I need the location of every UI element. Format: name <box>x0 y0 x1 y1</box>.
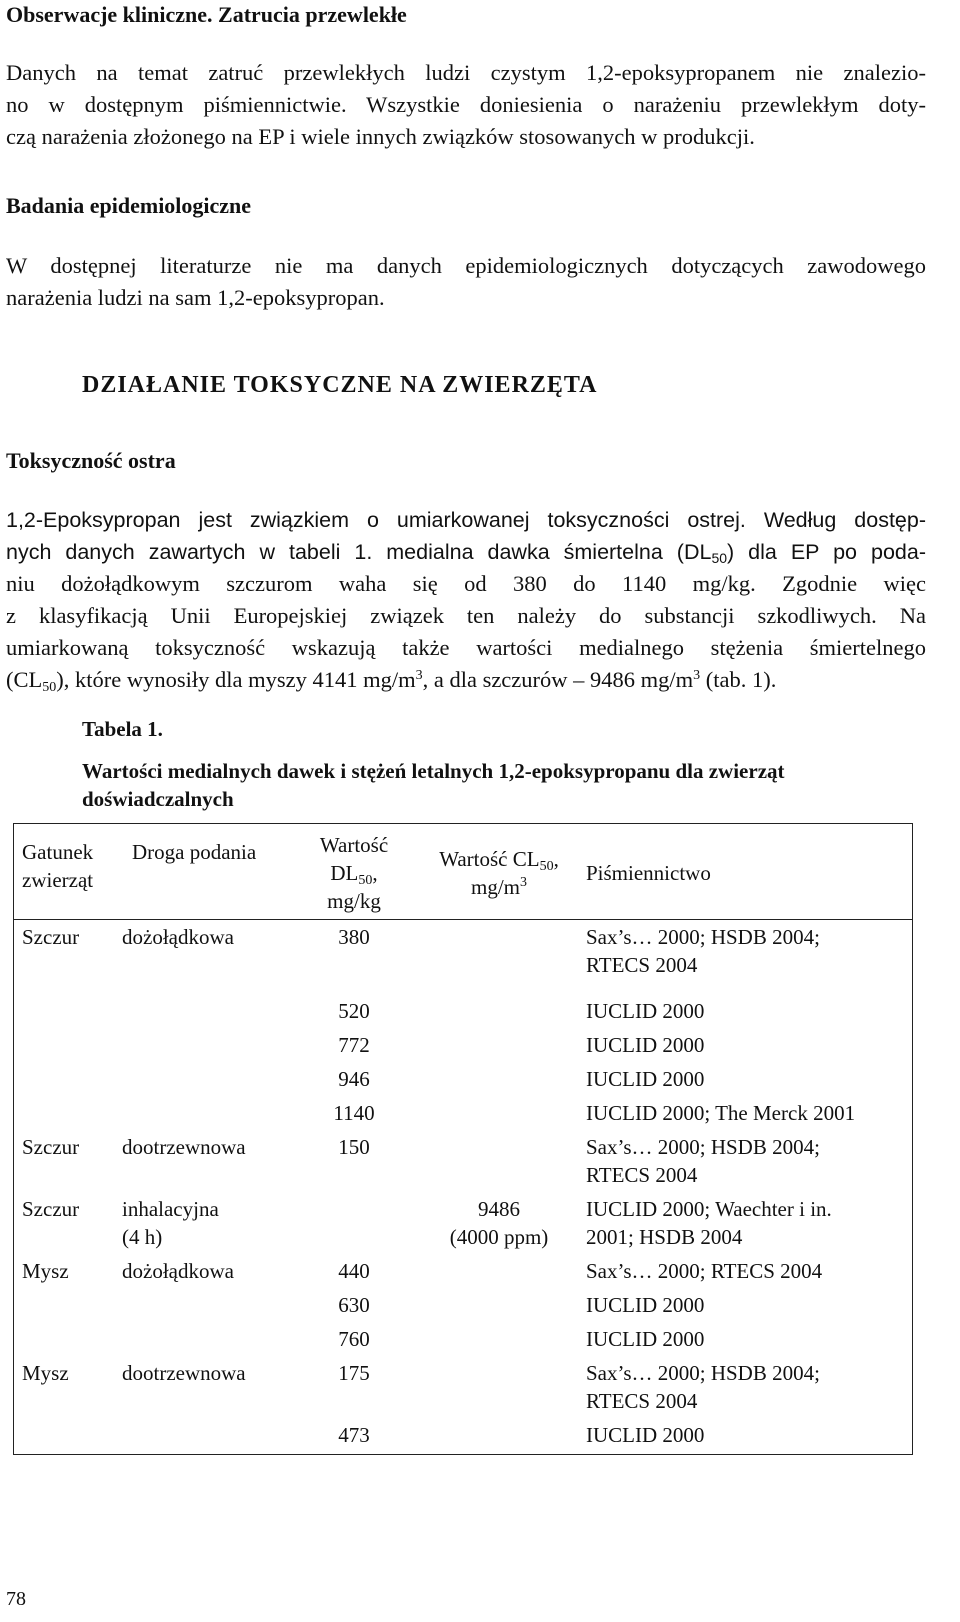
cell-route <box>122 1133 246 1161</box>
cell-cl50 <box>419 1195 579 1251</box>
cell-dl50: 380 <box>338 925 370 949</box>
cell-references <box>586 1133 820 1189</box>
header-line: mg/kg <box>327 889 381 913</box>
paragraph-line: no w dostępnym piśmiennictwie. Wszystkie doniesienia o narażeniu przewlekłym doty- <box>6 92 926 117</box>
table-header-rule <box>14 919 912 920</box>
paragraph-line: 1,2-Epoksypropan jest związkiem o umiarkowanej toksyczności ostrej. Według dostęp- <box>6 508 926 532</box>
paragraph-line: W dostępnej literaturze nie ma danych epidemiologicznych dotyczących zawodowego <box>6 253 926 278</box>
cell-line: IUCLID 2000 <box>586 1033 705 1057</box>
cell-dl50: 760 <box>338 1327 370 1351</box>
cell-line: IUCLID 2000; Waechter i in. <box>586 1197 832 1221</box>
header-dl50 <box>304 831 404 915</box>
cell-references <box>586 1099 855 1127</box>
cell-line: (4000 ppm) <box>449 1225 549 1249</box>
cell-species: Szczur <box>22 1135 80 1159</box>
paragraph-line: narażenia ludzi na sam 1,2-epoksypropan. <box>6 285 385 310</box>
text-run: DL <box>330 861 359 885</box>
cell-line: Sax’s… 2000; HSDB 2004; <box>586 925 820 949</box>
cell-route <box>122 1257 234 1285</box>
text-run: Wartość CL <box>439 847 540 871</box>
cell-line: IUCLID 2000 <box>586 1067 705 1091</box>
cell-line: IUCLID 2000 <box>586 1293 705 1317</box>
text-run: nych danych zawartych w tabeli 1. medialna dawka śmiertelna (DL <box>6 540 712 564</box>
cell-line: 2001; HSDB 2004 <box>586 1225 743 1249</box>
cell-line: Sax’s… 2000; HSDB 2004; <box>586 1361 820 1385</box>
cell-route <box>122 923 234 951</box>
header-line <box>419 845 579 873</box>
cell-references <box>586 1421 704 1449</box>
page-number: 78 <box>6 1588 26 1610</box>
cell-references <box>586 1031 704 1059</box>
paragraph-line: umiarkowaną toksyczność wskazują także wartości medialnego stężenia śmiertelnego <box>6 635 926 660</box>
cell-line: RTECS 2004 <box>586 953 698 977</box>
heading-acute-toxicity: Toksyczność ostra <box>6 448 176 473</box>
cell-dl50: 175 <box>338 1361 370 1385</box>
paragraph-line: czą narażenia złożonego na EP i wiele innych związków stosowanych w produkcji. <box>6 124 755 149</box>
cell-references <box>586 1257 822 1285</box>
text-run: (tab. 1). <box>700 667 777 692</box>
paragraph-line: Danych na temat zatruć przewlekłych ludzi czystym 1,2-epoksypropanem nie znalezio- <box>6 60 926 85</box>
header-line <box>419 873 579 901</box>
cell-line: Sax’s… 2000; HSDB 2004; <box>586 1135 820 1159</box>
cell-line: (4 h) <box>122 1225 163 1249</box>
cell-species: Mysz <box>22 1259 69 1283</box>
cell-line: IUCLID 2000 <box>586 1423 705 1447</box>
cell-references <box>586 997 704 1025</box>
cell-references <box>586 1291 704 1319</box>
text-run: (CL <box>6 667 43 692</box>
text-run: ) dla EP po poda- <box>727 540 926 564</box>
header-line <box>304 859 404 887</box>
subscript: 50 <box>539 859 554 874</box>
cell-line: Sax’s… 2000; RTECS 2004 <box>586 1259 823 1283</box>
header-line: zwierząt <box>22 868 94 892</box>
text-run: , a dla szczurów – 9486 mg/m <box>422 667 694 692</box>
cell-line: IUCLID 2000 <box>586 1327 705 1351</box>
cell-references <box>586 1195 832 1251</box>
subscript: 50 <box>358 873 373 888</box>
paragraph-clinical <box>6 57 926 153</box>
heading-toxic-effects-animals: DZIAŁANIE TOKSYCZNE NA ZWIERZĘTA <box>82 372 598 398</box>
cell-dl50: 440 <box>338 1259 370 1283</box>
table-label: Tabela 1. <box>82 717 163 741</box>
header-references: Piśmiennictwo <box>586 861 711 885</box>
subscript: 50 <box>42 680 57 695</box>
cell-line: dootrzewnowa <box>122 1361 246 1385</box>
cell-dl50: 1140 <box>333 1101 375 1125</box>
cell-dl50: 772 <box>338 1033 370 1057</box>
cell-references <box>586 1065 704 1093</box>
cell-dl50: 630 <box>338 1293 370 1317</box>
cell-dl50: 946 <box>338 1067 370 1091</box>
paragraph-line: niu dożołądkowym szczurom waha się od 380 do 1140 mg/kg. Zgodnie więc <box>6 571 926 596</box>
cell-line: dożołądkowa <box>122 1259 234 1283</box>
cell-line: inhalacyjna <box>122 1197 219 1221</box>
cell-species: Szczur <box>22 1197 80 1221</box>
cell-species: Mysz <box>22 1361 69 1385</box>
paragraph-line <box>6 664 926 696</box>
paragraph-epidemiology <box>6 250 926 314</box>
header-line: Wartość <box>319 833 389 857</box>
superscript: 3 <box>693 668 701 683</box>
cell-route <box>122 1359 246 1387</box>
cell-line: 9486 <box>478 1197 520 1221</box>
paragraph-line: z klasyfikacją Unii Europejskiej związek ten należy do substancji szkodliwych. Na <box>6 603 926 628</box>
header-line: Gatunek <box>22 840 94 864</box>
cell-references <box>586 923 820 979</box>
cell-line: IUCLID 2000; The Merck 2001 <box>586 1101 856 1125</box>
text-run: mg/m <box>470 875 520 899</box>
paragraph-acute-toxicity <box>6 504 926 696</box>
heading-clinical-observations: Obserwacje kliniczne. Zatrucia przewlekłe <box>6 2 407 27</box>
text-run: , <box>553 847 559 871</box>
cell-references <box>586 1359 820 1415</box>
paragraph-line <box>6 536 926 568</box>
text-run: , <box>372 861 378 885</box>
header-species <box>22 838 93 894</box>
subscript: 50 <box>711 550 728 566</box>
cell-line: RTECS 2004 <box>586 1163 698 1187</box>
cell-line: RTECS 2004 <box>586 1389 698 1413</box>
lethal-dose-table <box>13 823 913 1455</box>
cell-dl50: 520 <box>338 999 370 1023</box>
text-run: ), które wynosiły dla myszy 4141 mg/m <box>56 667 416 692</box>
cell-species: Szczur <box>22 925 80 949</box>
cell-line: IUCLID 2000 <box>586 999 705 1023</box>
header-route: Droga podania <box>132 840 257 864</box>
cell-dl50: 150 <box>338 1135 370 1159</box>
superscript: 3 <box>415 668 423 683</box>
cell-dl50: 473 <box>338 1423 370 1447</box>
table-caption: Wartości medialnych dawek i stężeń letalnych 1,2-epoksypropanu dla zwierząt doświadczalnych <box>82 759 785 811</box>
cell-line: dootrzewnowa <box>122 1135 246 1159</box>
cell-route <box>122 1195 219 1251</box>
cell-line: dożołądkowa <box>122 925 234 949</box>
heading-epidemiology: Badania epidemiologiczne <box>6 193 252 218</box>
cell-references <box>586 1325 704 1353</box>
superscript: 3 <box>520 875 527 890</box>
header-cl50 <box>419 845 579 901</box>
